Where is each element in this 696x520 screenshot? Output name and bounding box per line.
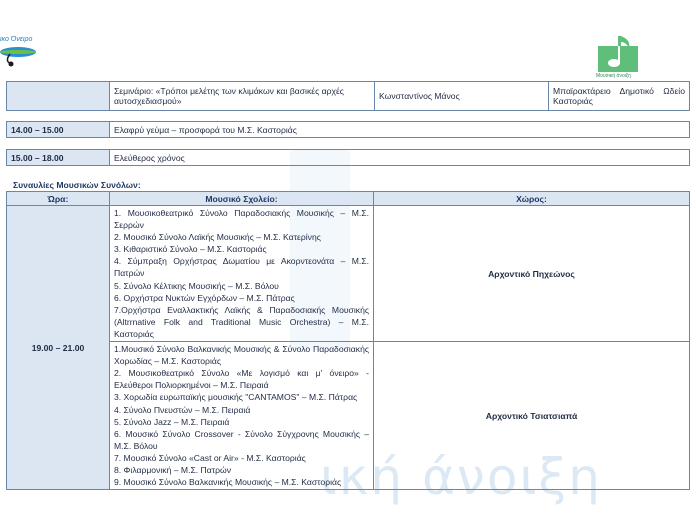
list-item: 2. Μουσικό Σύνολο Λαϊκής Μουσικής – Μ.Σ. Κατερίνης	[114, 232, 321, 243]
seminar-venue: Μπαϊρακτάρειο Δημοτικό Ωδείο Καστοριάς	[549, 82, 690, 111]
ensemble-list	[110, 206, 374, 342]
lunch-time: 14.00 – 15.00	[7, 122, 110, 138]
seminar-table	[6, 81, 690, 111]
watermark-text: ική άνοιξη	[320, 448, 602, 506]
list-item: 6. Μουσικό Σύνολο Crossover - Σύνολο Σύγχρονης Μουσικής – Μ.Σ. Βόλου	[114, 428, 369, 451]
ensemble-list	[110, 342, 374, 490]
list-item: 3. Κιθαριστικό Σύνολο – Μ.Σ. Καστοριάς	[114, 244, 267, 255]
list-item: 5. Σύνολο Κέλτικης Μουσικής – Μ.Σ. Βόλου	[114, 280, 279, 291]
list-item: 5. Σύνολο Jazz – Μ.Σ. Πειραιά	[114, 416, 230, 427]
lunch-text: Ελαφρύ γεύμα – προσφορά του Μ.Σ. Καστοριάς	[110, 122, 690, 138]
list-item: 1.Μουσικό Σύνολο Βαλκανικής Μουσικής & Σύνολο Παραδοσιακής Χορωδίας – Μ.Σ. Καστοριάς	[114, 344, 369, 367]
music-note-green-icon	[594, 36, 642, 74]
table-row	[7, 342, 690, 490]
free-time-table	[6, 149, 690, 166]
lunch-table	[6, 121, 690, 138]
venue-name: Αρχοντικό Τσιατσιαπά	[374, 342, 690, 490]
seminar-speaker: Κωνσταντίνος Μάνος	[375, 82, 549, 111]
table-row	[7, 82, 690, 111]
section-title: Συναυλίες Μουσικών Συνόλων:	[13, 180, 141, 190]
list-item: 4. Σύνολο Πνευστών – Μ.Σ. Πειραιά	[114, 404, 251, 415]
free-time: 15.00 – 18.00	[7, 150, 110, 166]
header-school: Μουσικό Σχολείο:	[110, 192, 374, 206]
list-item: 7. Μουσικό Σύνολο «Cast or Air» - Μ.Σ. Καστοριάς	[114, 452, 306, 463]
empty-time-cell	[7, 82, 110, 111]
list-item: 4. Σύμπραξη Ορχήστρας Δωματίου με Ακορντεονάτα – Μ.Σ. Πατρών	[114, 256, 369, 279]
list-item: 9. Μουσικό Σύνολο Βαλκανικής Μουσικής – Μ.Σ. Καστοριάς	[114, 477, 342, 488]
festival-logo-right	[594, 36, 642, 80]
venue-name: Αρχοντικό Πηχεώνος	[374, 206, 690, 342]
header-hour: Ώρα:	[7, 192, 110, 206]
list-item: 8. Φιλαρμονική – Μ.Σ. Πατρών	[114, 464, 232, 475]
logo-left-text: ικο Όνειρο	[0, 36, 33, 43]
list-item: 1. Μουσικοθεατρικό Σύνολο Παραδοσιακής Μουσικής – Μ.Σ. Σερρών	[114, 208, 369, 231]
list-item: 3. Χορωδία ευρωπαϊκής μουσικής "CANTAMOS" – Μ.Σ. Πάτρας	[114, 392, 358, 403]
concert-hour: 19.00 – 21.00	[7, 206, 110, 490]
table-row	[7, 206, 690, 342]
list-item: 7.Ορχήστρα Εναλλακτικής Λαϊκής & Παραδοσιακής Μουσικής (Altrrnative Folk and Traditional Music Orchestra) – Μ.Σ. Καστοριάς	[114, 304, 369, 339]
ensembles-table	[6, 191, 690, 490]
free-text: Ελεύθερος χρόνος	[110, 150, 690, 166]
table-header-row	[7, 192, 690, 206]
list-item: 6. Ορχήστρα Νυκτών Εγχόρδων – Μ.Σ. Πάτρας	[114, 292, 295, 303]
table-row	[7, 122, 690, 138]
seminar-title: Σεμινάριο: «Τρόποι μελέτης των κλιμάκων και βασικές αρχές αυτοσχεδιασμού»	[110, 82, 375, 111]
logo-right-caption: Μουσική άνοιξη	[596, 73, 631, 79]
table-row	[7, 150, 690, 166]
header-venue: Χώρος:	[374, 192, 690, 206]
list-item: 2. Μουσικοθεατρικό Σύνολο «Με λογισμό και μ' όνειρο» - Ελεύθεροι Πολιορκημένοι – Μ.Σ. Πειραιά	[114, 368, 369, 391]
festival-logo-left	[0, 30, 42, 70]
